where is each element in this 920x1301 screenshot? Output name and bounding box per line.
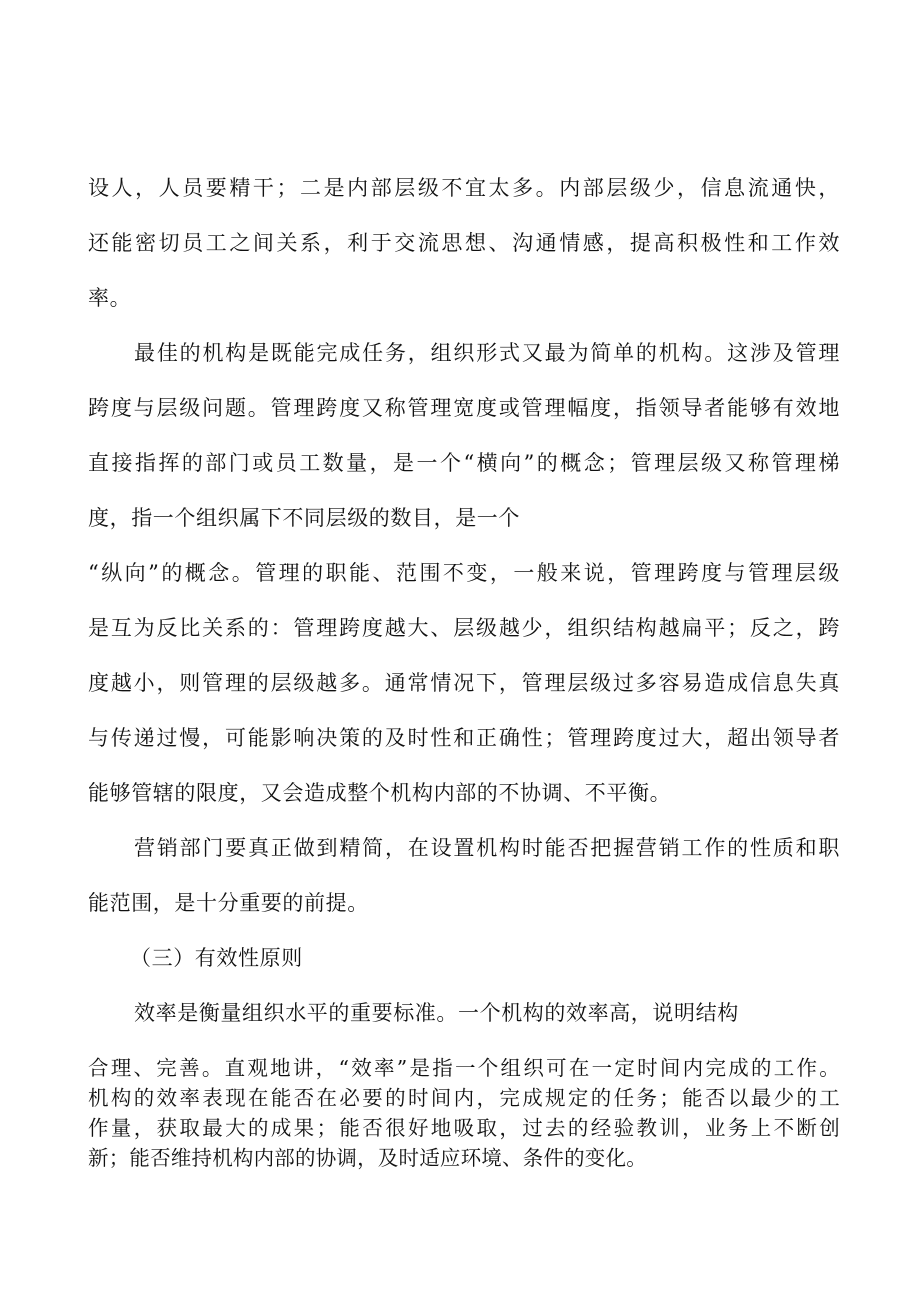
- text-line-3: 率。: [88, 286, 132, 310]
- text-line-11: 与传递过慢，可能影响决策的及时性和正确性；管理跨度过大，超出领导者: [88, 726, 840, 750]
- text-line-19: 作量，获取最大的成果；能否很好地吸取，过去的经验教训，业务上不断创: [88, 1116, 840, 1140]
- text-line-10: 度越小，则管理的层级越多。通常情况下，管理层级过多容易造成信息失真: [88, 671, 840, 695]
- text-line-16: 效率是衡量组织水平的重要标准。一个机构的效率高，说明结构: [134, 1001, 739, 1025]
- text-line-6: 直接指挥的部门或员工数量，是一个“横向”的概念；管理层级又称管理梯: [88, 451, 840, 475]
- text-line-2: 还能密切员工之间关系，利于交流思想、沟通情感，提高积极性和工作效: [88, 231, 840, 255]
- text-line-20: 新；能否维持机构内部的协调，及时适应环境、条件的变化。: [88, 1146, 647, 1170]
- section-heading: （三）有效性原则: [130, 946, 303, 970]
- text-line-7: 度，指一个组织属下不同层级的数目，是一个: [88, 506, 520, 530]
- text-line-17: 合理、完善。直观地讲，“效率”是指一个组织可在一定时间内完成的工作。: [88, 1056, 840, 1080]
- text-line-4: 最佳的机构是既能完成任务，组织形式又最为简单的机构。这涉及管理: [134, 341, 840, 365]
- text-line-5: 跨度与层级问题。管理跨度又称管理宽度或管理幅度，指领导者能够有效地: [88, 396, 840, 420]
- text-line-9: 是互为反比关系的：管理跨度越大、层级越少，组织结构越扁平；反之，跨: [88, 616, 840, 640]
- text-line-8: “纵向”的概念。管理的职能、范围不变，一般来说，管理跨度与管理层级: [88, 561, 840, 585]
- text-line-14: 能范围，是十分重要的前提。: [88, 891, 369, 915]
- text-line-12: 能够管辖的限度，又会造成整个机构内部的不协调、不平衡。: [88, 781, 672, 805]
- text-line-18: 机构的效率表现在能否在必要的时间内，完成规定的任务；能否以最少的工: [88, 1086, 840, 1110]
- text-line-13: 营销部门要真正做到精简，在设置机构时能否把握营销工作的性质和职: [134, 836, 840, 860]
- text-line-1: 设人，人员要精干；二是内部层级不宜太多。内部层级少，信息流通快，: [88, 176, 840, 200]
